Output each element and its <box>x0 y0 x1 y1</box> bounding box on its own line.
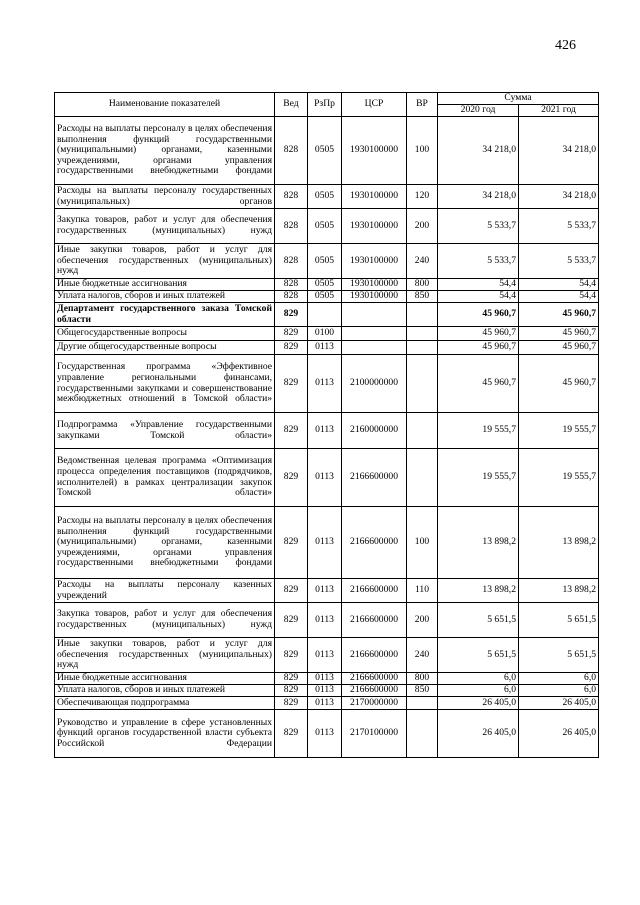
ved-cell: 829 <box>275 413 308 449</box>
sum-2020-cell: 5 533,7 <box>438 244 519 279</box>
ved-cell: 828 <box>275 291 308 303</box>
ved-cell: 829 <box>275 341 308 355</box>
rzpr-cell: 0505 <box>308 244 342 279</box>
table-row <box>55 413 599 449</box>
sum-2021-cell: 5 533,7 <box>519 209 599 244</box>
csr-cell: 1930100000 <box>342 117 407 185</box>
rzpr-cell: 0505 <box>308 291 342 303</box>
rzpr-cell: 0113 <box>308 603 342 638</box>
csr-cell: 2166600000 <box>342 507 407 579</box>
csr-cell: 1930100000 <box>342 185 407 209</box>
rzpr-cell: 0113 <box>308 579 342 603</box>
sum-2020-cell: 6,0 <box>438 685 519 697</box>
ved-cell: 829 <box>275 303 308 327</box>
vr-cell: 800 <box>407 279 438 291</box>
page-number: 426 <box>555 38 576 53</box>
ved-cell: 828 <box>275 117 308 185</box>
sum-2021-cell: 6,0 <box>519 685 599 697</box>
sum-2021-cell: 45 960,7 <box>519 355 599 413</box>
budget-table <box>54 92 599 758</box>
rzpr-cell: 0113 <box>308 710 342 758</box>
rzpr-cell: 0113 <box>308 355 342 413</box>
header-name: Наименование показателей <box>55 93 275 117</box>
table-row <box>55 117 599 185</box>
csr-cell: 2166600000 <box>342 579 407 603</box>
sum-2020-cell: 54,4 <box>438 291 519 303</box>
csr-cell: 1930100000 <box>342 209 407 244</box>
table-row <box>55 507 599 579</box>
csr-cell <box>342 303 407 327</box>
name-cell: Руководство и управление в сфере установленных функций органов государственной власти субъекта Российской Федерации <box>55 710 275 758</box>
sum-2020-cell: 5 533,7 <box>438 209 519 244</box>
sum-2021-cell: 54,4 <box>519 279 599 291</box>
sum-2021-cell: 19 555,7 <box>519 449 599 507</box>
vr-cell <box>407 710 438 758</box>
table-row <box>55 685 599 697</box>
header-ved: Вед <box>275 93 308 117</box>
sum-2020-cell: 45 960,7 <box>438 327 519 341</box>
name-cell: Расходы на выплаты персоналу государственных (муниципальных) органов <box>55 185 275 209</box>
sum-2021-cell: 13 898,2 <box>519 507 599 579</box>
ved-cell: 829 <box>275 685 308 697</box>
name-cell: Иные закупки товаров, работ и услуг для обеспечения государственных (муниципальных) нужд <box>55 638 275 673</box>
csr-cell: 2170100000 <box>342 710 407 758</box>
csr-cell: 2166600000 <box>342 685 407 697</box>
table-row <box>55 638 599 673</box>
vr-cell: 200 <box>407 603 438 638</box>
ved-cell: 829 <box>275 673 308 685</box>
table-row <box>55 673 599 685</box>
table-row <box>55 579 599 603</box>
ved-cell: 829 <box>275 710 308 758</box>
sum-2021-cell: 13 898,2 <box>519 579 599 603</box>
csr-cell: 2170000000 <box>342 697 407 710</box>
name-cell: Расходы на выплаты персоналу в целях обеспечения выполнения функций государственными (муниципальными) органами, казенными учреждениями, органами управления государственными внебюджетными фондами <box>55 117 275 185</box>
rzpr-cell: 0113 <box>308 507 342 579</box>
sum-2020-cell: 45 960,7 <box>438 303 519 327</box>
ved-cell: 828 <box>275 244 308 279</box>
sum-2021-cell: 34 218,0 <box>519 185 599 209</box>
ved-cell: 828 <box>275 185 308 209</box>
vr-cell <box>407 303 438 327</box>
ved-cell: 828 <box>275 209 308 244</box>
ved-cell: 829 <box>275 697 308 710</box>
name-cell: Расходы на выплаты персоналу в целях обеспечения выполнения функций государственными (муниципальными) органами, казенными учреждениями, органами управления государственными внебюджетными фондами <box>55 507 275 579</box>
ved-cell: 829 <box>275 449 308 507</box>
name-cell: Другие общегосударственные вопросы <box>55 341 275 355</box>
header-2020: 2020 год <box>438 105 519 117</box>
ved-cell: 829 <box>275 327 308 341</box>
rzpr-cell: 0113 <box>308 697 342 710</box>
ved-cell: 829 <box>275 579 308 603</box>
sum-2021-cell: 45 960,7 <box>519 341 599 355</box>
rzpr-cell: 0505 <box>308 185 342 209</box>
csr-cell: 2166600000 <box>342 603 407 638</box>
name-cell: Обеспечивающая подпрограмма <box>55 697 275 710</box>
sum-2020-cell: 34 218,0 <box>438 117 519 185</box>
table-row <box>55 209 599 244</box>
ved-cell: 828 <box>275 279 308 291</box>
sum-2020-cell: 13 898,2 <box>438 579 519 603</box>
csr-cell: 1930100000 <box>342 291 407 303</box>
rzpr-cell: 0113 <box>308 638 342 673</box>
rzpr-cell: 0113 <box>308 449 342 507</box>
name-cell: Государственная программа «Эффективное управление региональными финансами, государственными закупками и совершенствование межбюджетных отношений в Томской области» <box>55 355 275 413</box>
table-row <box>55 291 599 303</box>
ved-cell: 829 <box>275 355 308 413</box>
csr-cell: 2100000000 <box>342 355 407 413</box>
sum-2020-cell: 45 960,7 <box>438 355 519 413</box>
sum-2020-cell: 13 898,2 <box>438 507 519 579</box>
vr-cell: 200 <box>407 209 438 244</box>
sum-2021-cell: 26 405,0 <box>519 710 599 758</box>
rzpr-cell: 0113 <box>308 673 342 685</box>
vr-cell: 240 <box>407 638 438 673</box>
vr-cell <box>407 697 438 710</box>
vr-cell: 850 <box>407 291 438 303</box>
rzpr-cell: 0505 <box>308 209 342 244</box>
header-vr: ВР <box>407 93 438 117</box>
name-cell: Общегосударственные вопросы <box>55 327 275 341</box>
name-cell: Закупка товаров, работ и услуг для обеспечения государственных (муниципальных) нужд <box>55 603 275 638</box>
name-cell: Уплата налогов, сборов и иных платежей <box>55 291 275 303</box>
rzpr-cell: 0100 <box>308 327 342 341</box>
sum-2020-cell: 45 960,7 <box>438 341 519 355</box>
header-2021: 2021 год <box>519 105 599 117</box>
sum-2021-cell: 45 960,7 <box>519 327 599 341</box>
table-body <box>55 117 599 758</box>
sum-2020-cell: 54,4 <box>438 279 519 291</box>
name-cell: Иные закупки товаров, работ и услуг для обеспечения государственных (муниципальных) нужд <box>55 244 275 279</box>
sum-2021-cell: 5 651,5 <box>519 638 599 673</box>
ved-cell: 829 <box>275 507 308 579</box>
csr-cell: 2166600000 <box>342 638 407 673</box>
rzpr-cell: 0505 <box>308 279 342 291</box>
sum-2021-cell: 34 218,0 <box>519 117 599 185</box>
name-cell: Подпрограмма «Управление государственными закупками Томской области» <box>55 413 275 449</box>
rzpr-cell <box>308 303 342 327</box>
sum-2021-cell: 5 651,5 <box>519 603 599 638</box>
table-row <box>55 355 599 413</box>
vr-cell: 100 <box>407 507 438 579</box>
table-row <box>55 603 599 638</box>
sum-2020-cell: 26 405,0 <box>438 697 519 710</box>
csr-cell: 1930100000 <box>342 279 407 291</box>
csr-cell: 2160000000 <box>342 413 407 449</box>
vr-cell: 100 <box>407 117 438 185</box>
header-sum: Сумма <box>438 93 599 105</box>
sum-2021-cell: 6,0 <box>519 673 599 685</box>
sum-2020-cell: 19 555,7 <box>438 449 519 507</box>
vr-cell <box>407 449 438 507</box>
sum-2020-cell: 5 651,5 <box>438 638 519 673</box>
name-cell: Департамент государственного заказа Томской области <box>55 303 275 327</box>
sum-2020-cell: 19 555,7 <box>438 413 519 449</box>
header-rzpr: РзПр <box>308 93 342 117</box>
table-row <box>55 697 599 710</box>
csr-cell: 1930100000 <box>342 244 407 279</box>
csr-cell <box>342 327 407 341</box>
table-row <box>55 185 599 209</box>
vr-cell: 240 <box>407 244 438 279</box>
sum-2020-cell: 6,0 <box>438 673 519 685</box>
vr-cell: 850 <box>407 685 438 697</box>
table-row <box>55 449 599 507</box>
sum-2021-cell: 26 405,0 <box>519 697 599 710</box>
rzpr-cell: 0113 <box>308 413 342 449</box>
table-row <box>55 244 599 279</box>
table-row <box>55 303 599 327</box>
csr-cell: 2166600000 <box>342 673 407 685</box>
table-row <box>55 341 599 355</box>
vr-cell <box>407 327 438 341</box>
name-cell: Закупка товаров, работ и услуг для обеспечения государственных (муниципальных) нужд <box>55 209 275 244</box>
vr-cell: 120 <box>407 185 438 209</box>
rzpr-cell: 0505 <box>308 117 342 185</box>
sum-2020-cell: 34 218,0 <box>438 185 519 209</box>
rzpr-cell: 0113 <box>308 685 342 697</box>
name-cell: Иные бюджетные ассигнования <box>55 279 275 291</box>
table-row <box>55 327 599 341</box>
name-cell: Ведомственная целевая программа «Оптимизация процесса определения поставщиков (подрядчиков, исполнителей) в рамках централизации закупок Томской области» <box>55 449 275 507</box>
sum-2021-cell: 19 555,7 <box>519 413 599 449</box>
vr-cell <box>407 341 438 355</box>
name-cell: Расходы на выплаты персоналу казенных учреждений <box>55 579 275 603</box>
table-row <box>55 710 599 758</box>
name-cell: Иные бюджетные ассигнования <box>55 673 275 685</box>
sum-2021-cell: 54,4 <box>519 291 599 303</box>
vr-cell <box>407 355 438 413</box>
ved-cell: 829 <box>275 638 308 673</box>
csr-cell <box>342 341 407 355</box>
ved-cell: 829 <box>275 603 308 638</box>
sum-2020-cell: 5 651,5 <box>438 603 519 638</box>
sum-2021-cell: 5 533,7 <box>519 244 599 279</box>
vr-cell <box>407 413 438 449</box>
sum-2021-cell: 45 960,7 <box>519 303 599 327</box>
vr-cell: 110 <box>407 579 438 603</box>
vr-cell: 800 <box>407 673 438 685</box>
table-row <box>55 279 599 291</box>
sum-2020-cell: 26 405,0 <box>438 710 519 758</box>
name-cell: Уплата налогов, сборов и иных платежей <box>55 685 275 697</box>
rzpr-cell: 0113 <box>308 341 342 355</box>
header-csr: ЦСР <box>342 93 407 117</box>
csr-cell: 2166600000 <box>342 449 407 507</box>
